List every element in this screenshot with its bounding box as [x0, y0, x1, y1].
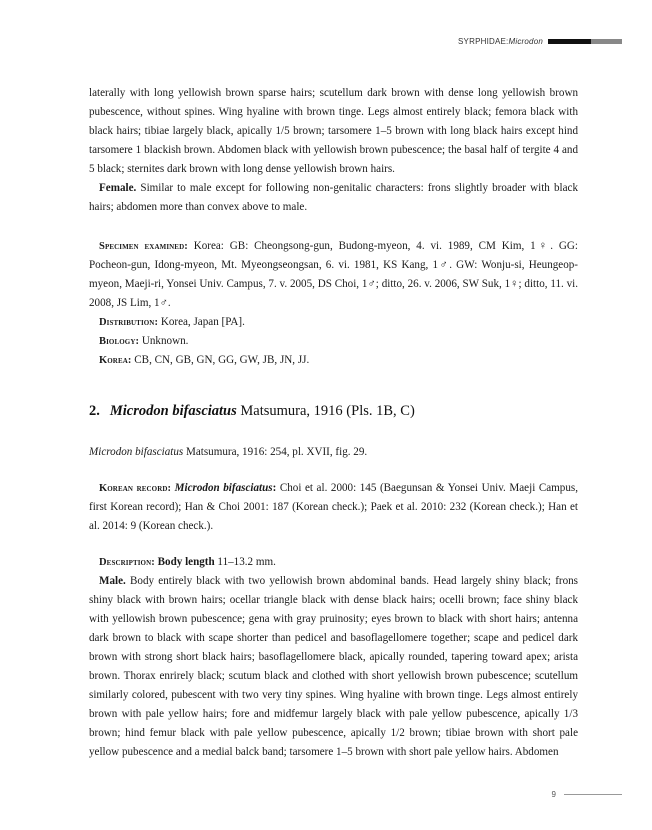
- specimen-paragraph: [89, 237, 578, 313]
- distribution-text: Korea, Japan [PA].: [158, 316, 245, 328]
- female-paragraph: [89, 179, 578, 217]
- running-head-family: SYRPHIDAE:: [458, 37, 509, 46]
- body-length-label: Body length: [154, 556, 215, 568]
- distribution-paragraph: [89, 313, 578, 332]
- specimen-label: Specimen examined:: [99, 241, 188, 252]
- biology-paragraph: [89, 332, 578, 351]
- running-head-genus: Microdon: [508, 37, 543, 46]
- specimen-text: Korea: GB: Cheongsong-gun, Budong-myeon, 4. vi. 1989, CM Kim, 1♀. GG: Pocheon-gun, Idong-myeon, Mt. Myeongseongsan, 6. vi. 1981, KS Kang, 1♂. GW: Wonju-si, Heungeop-myeon, Maeji-ri, Yonsei Univ. Campus, 7. v. 2005, DS Choi, 1♂; ditto, 26. v. 2006, SW Suk, 1♀; ditto, 11. vi. 2008, JS Lim, 1♂.: [89, 240, 578, 309]
- male-description-continued: [89, 84, 578, 217]
- korean-record-label: Korean record:: [99, 483, 172, 494]
- korean-record-colon: :: [272, 482, 277, 494]
- biology-text: Unknown.: [139, 335, 189, 347]
- running-head: [458, 37, 622, 46]
- korean-record-species: Microdon bifasciatus: [171, 482, 273, 494]
- description-block: [89, 553, 578, 762]
- footer-rule: [564, 794, 622, 795]
- citation-paragraph: [89, 443, 578, 462]
- korean-record-paragraph: [89, 479, 578, 536]
- description-label: Description:: [99, 557, 155, 568]
- species-authority: Matsumura, 1916 (Pls. 1B, C): [236, 403, 415, 419]
- citation-name: Microdon bifasciatus: [89, 446, 184, 458]
- species-number: 2.: [89, 403, 100, 419]
- running-head-bar: [548, 39, 622, 44]
- korea-text: CB, CN, GB, GN, GG, GW, JB, JN, JJ.: [131, 354, 310, 366]
- species-heading: [89, 403, 415, 420]
- species-name: Microdon bifasciatus: [109, 403, 237, 419]
- female-text: Similar to male except for following non-genitalic characters: frons slightly broader with black hairs; abdomen more than convex above to male.: [89, 182, 578, 213]
- male-label: Male.: [99, 575, 126, 587]
- specimen-block: [89, 237, 578, 370]
- male-paragraph: [89, 572, 578, 762]
- biology-label: Biology:: [99, 336, 140, 347]
- korean-record-block: [89, 479, 578, 536]
- page-number: 9: [551, 790, 556, 799]
- male-text: Body entirely black with two yellowish brown abdominal bands. Head largely shiny black; frons shiny black with brown hairs; ocellar triangle black with dense black hairs; ocelli brown; face shiny black with yellowish brown pubescence; gena with gray pruinosity; eyes brown to black with short hairs; antenna dark brown to black with scape shorter than pedicel and basoflagellomere together; scape and pedicel dark brown with strong short black hairs; basoflagellomere black, apically rounded, tapering toward apex; arista brown. Thorax enrirely black; scutum black and clothed with short yellowish brown pubescence; scutellum similarly colored, pubescent with two very tiny spines. Wing hyaline with brown tinge. Legs almost entirely brown with pale yellow hairs; fore and midfemur largely black with pale yellow pubescence, apically 1/3 brown; hind femur black with pale yellow pubescence, apically 1/2 brown; tibiae brown with short pale yellow pubescence and a medial balck band; tarsomere 1–5 brown with short pale yellow hairs. Abdomen: [89, 575, 578, 758]
- female-label: Female.: [99, 182, 137, 194]
- korea-label: Korea:: [99, 355, 132, 366]
- citation-text: Matsumura, 1916: 254, pl. XVII, fig. 29.: [183, 446, 368, 458]
- citation-block: [89, 443, 578, 462]
- body-length-value: 11–13.2 mm.: [214, 556, 276, 568]
- male-desc-paragraph: laterally with long yellowish brown sparse hairs; scutellum dark brown with dense long yellowish brown pubescence, without spines. Wing hyaline with brown tinge. Legs almost entirely black; femora black with black hairs; tibiae largely black, apically 1/5 brown; tarsomere 1–5 brown with long black hairs except hind tarsomere 1 blackish brown. Abdomen black with yellowish brown pubescence; the basal half of tergite 4 and 5 black; sternites dark brown with long dense yellowish brown hairs.: [89, 87, 578, 175]
- korean-record-text: Choi et al. 2000: 145 (Baegunsan & Yonsei Univ. Maeji Campus, first Korean record); Han & Choi 2001: 187 (Korean check.); Paek et al. 2010: 232 (Korean check.); Han et al. 2014: 9 (Korean check.).: [89, 482, 578, 532]
- description-paragraph: [89, 553, 578, 572]
- page-footer: [552, 790, 622, 799]
- distribution-label: Distribution:: [99, 317, 159, 328]
- korea-paragraph: [89, 351, 578, 370]
